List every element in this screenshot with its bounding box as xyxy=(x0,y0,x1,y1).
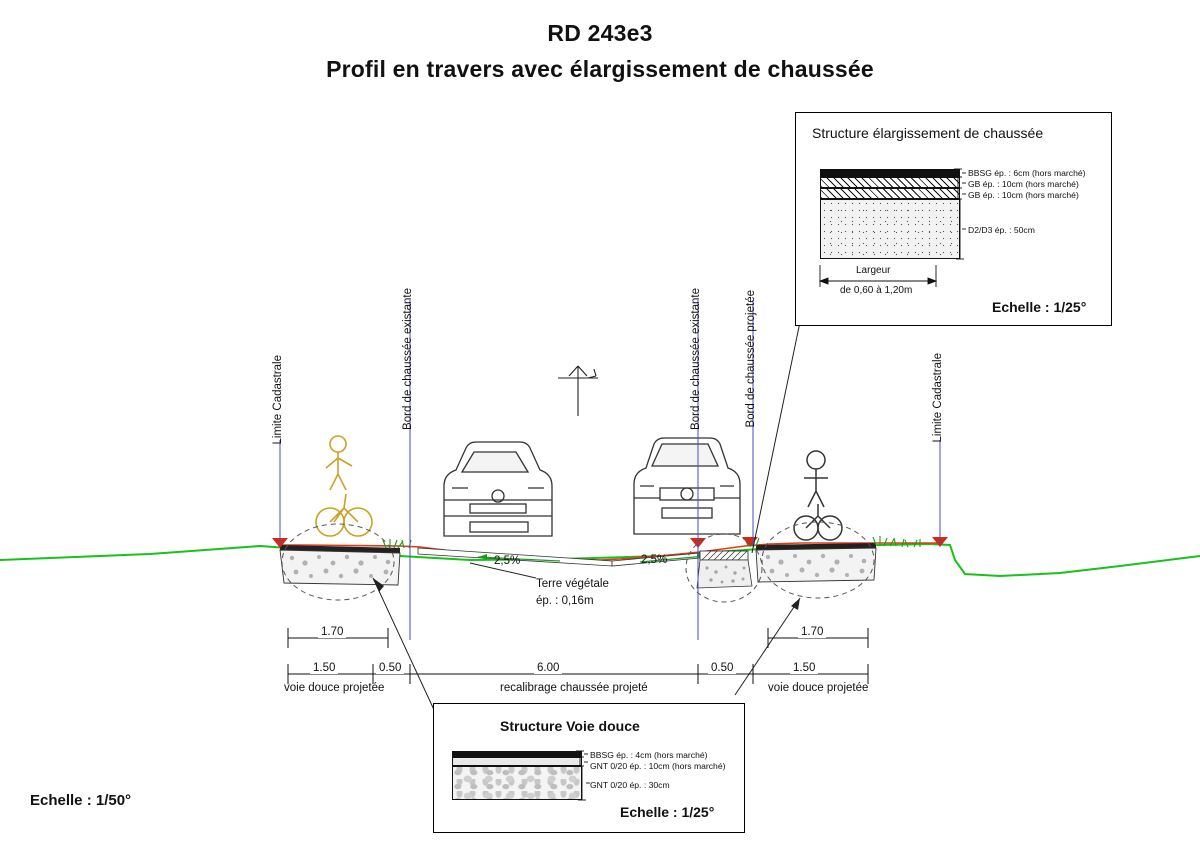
layer-label-gb1: GB ép. : 10cm (hors marché) xyxy=(968,179,1079,189)
label-edge-existing-right: Bord de chaussée existante xyxy=(690,288,702,430)
dim-left-a: 1.50 xyxy=(310,662,338,674)
dim-label-center: recalibrage chaussée projeté xyxy=(500,682,648,694)
dim-right-a: 1.50 xyxy=(790,662,818,674)
topsoil-label-line2: ép. : 0,16m xyxy=(536,595,594,607)
inset-widening-structure xyxy=(795,112,1112,326)
slope-left: 2,5% xyxy=(494,555,521,567)
dim-right-upper: 1.70 xyxy=(798,626,826,638)
dim-center: 6.00 xyxy=(534,662,562,674)
main-scale-label: Echelle : 1/50° xyxy=(30,792,132,809)
label-edge-projected-right: Bord de chaussée projetée xyxy=(745,290,757,428)
layer-label-gb2: GB ép. : 10cm (hors marché) xyxy=(968,190,1079,200)
topsoil-label-line1: Terre végétale xyxy=(536,578,609,590)
dim-label-right: voie douce projetée xyxy=(768,682,869,694)
inset-softway-structure xyxy=(433,703,745,833)
dim-right-b: 0.50 xyxy=(708,662,736,674)
dim-left-upper: 1.70 xyxy=(318,626,346,638)
slope-right: 2,5% xyxy=(641,554,668,566)
page-subtitle: Profil en travers avec élargissement de chaussée xyxy=(326,56,874,82)
layer-label-bbsg: BBSG ép. : 6cm (hors marché) xyxy=(968,168,1086,178)
dim-left-b: 0.50 xyxy=(376,662,404,674)
label-edge-existing-left: Bord de chaussée existante xyxy=(402,288,414,430)
layer-label-bbsg-softway: BBSG ép. : 4cm (hors marché) xyxy=(590,750,708,760)
label-cadastre-left: Limite Cadastrale xyxy=(272,355,284,445)
label-cadastre-right: Limite Cadastrale xyxy=(932,353,944,443)
layer-label-d2d3: D2/D3 ép. : 50cm xyxy=(968,225,1035,235)
inset-widening-scale: Echelle : 1/25° xyxy=(992,299,1087,315)
page-title: RD 243e3 xyxy=(547,20,653,46)
inset-softway-scale: Echelle : 1/25° xyxy=(620,804,715,820)
dim-label-left: voie douce projetée xyxy=(284,682,385,694)
inset-softway-title: Structure Voie douce xyxy=(500,718,640,734)
width-label-line2: de 0,60 à 1,20m xyxy=(840,285,913,296)
layer-label-gnt2: GNT 0/20 ép. : 30cm xyxy=(590,780,670,790)
width-label-line1: Largeur xyxy=(856,265,891,276)
layer-label-gnt1: GNT 0/20 ép. : 10cm (hors marché) xyxy=(590,761,726,771)
inset-widening-title: Structure élargissement de chaussée xyxy=(812,125,1044,141)
